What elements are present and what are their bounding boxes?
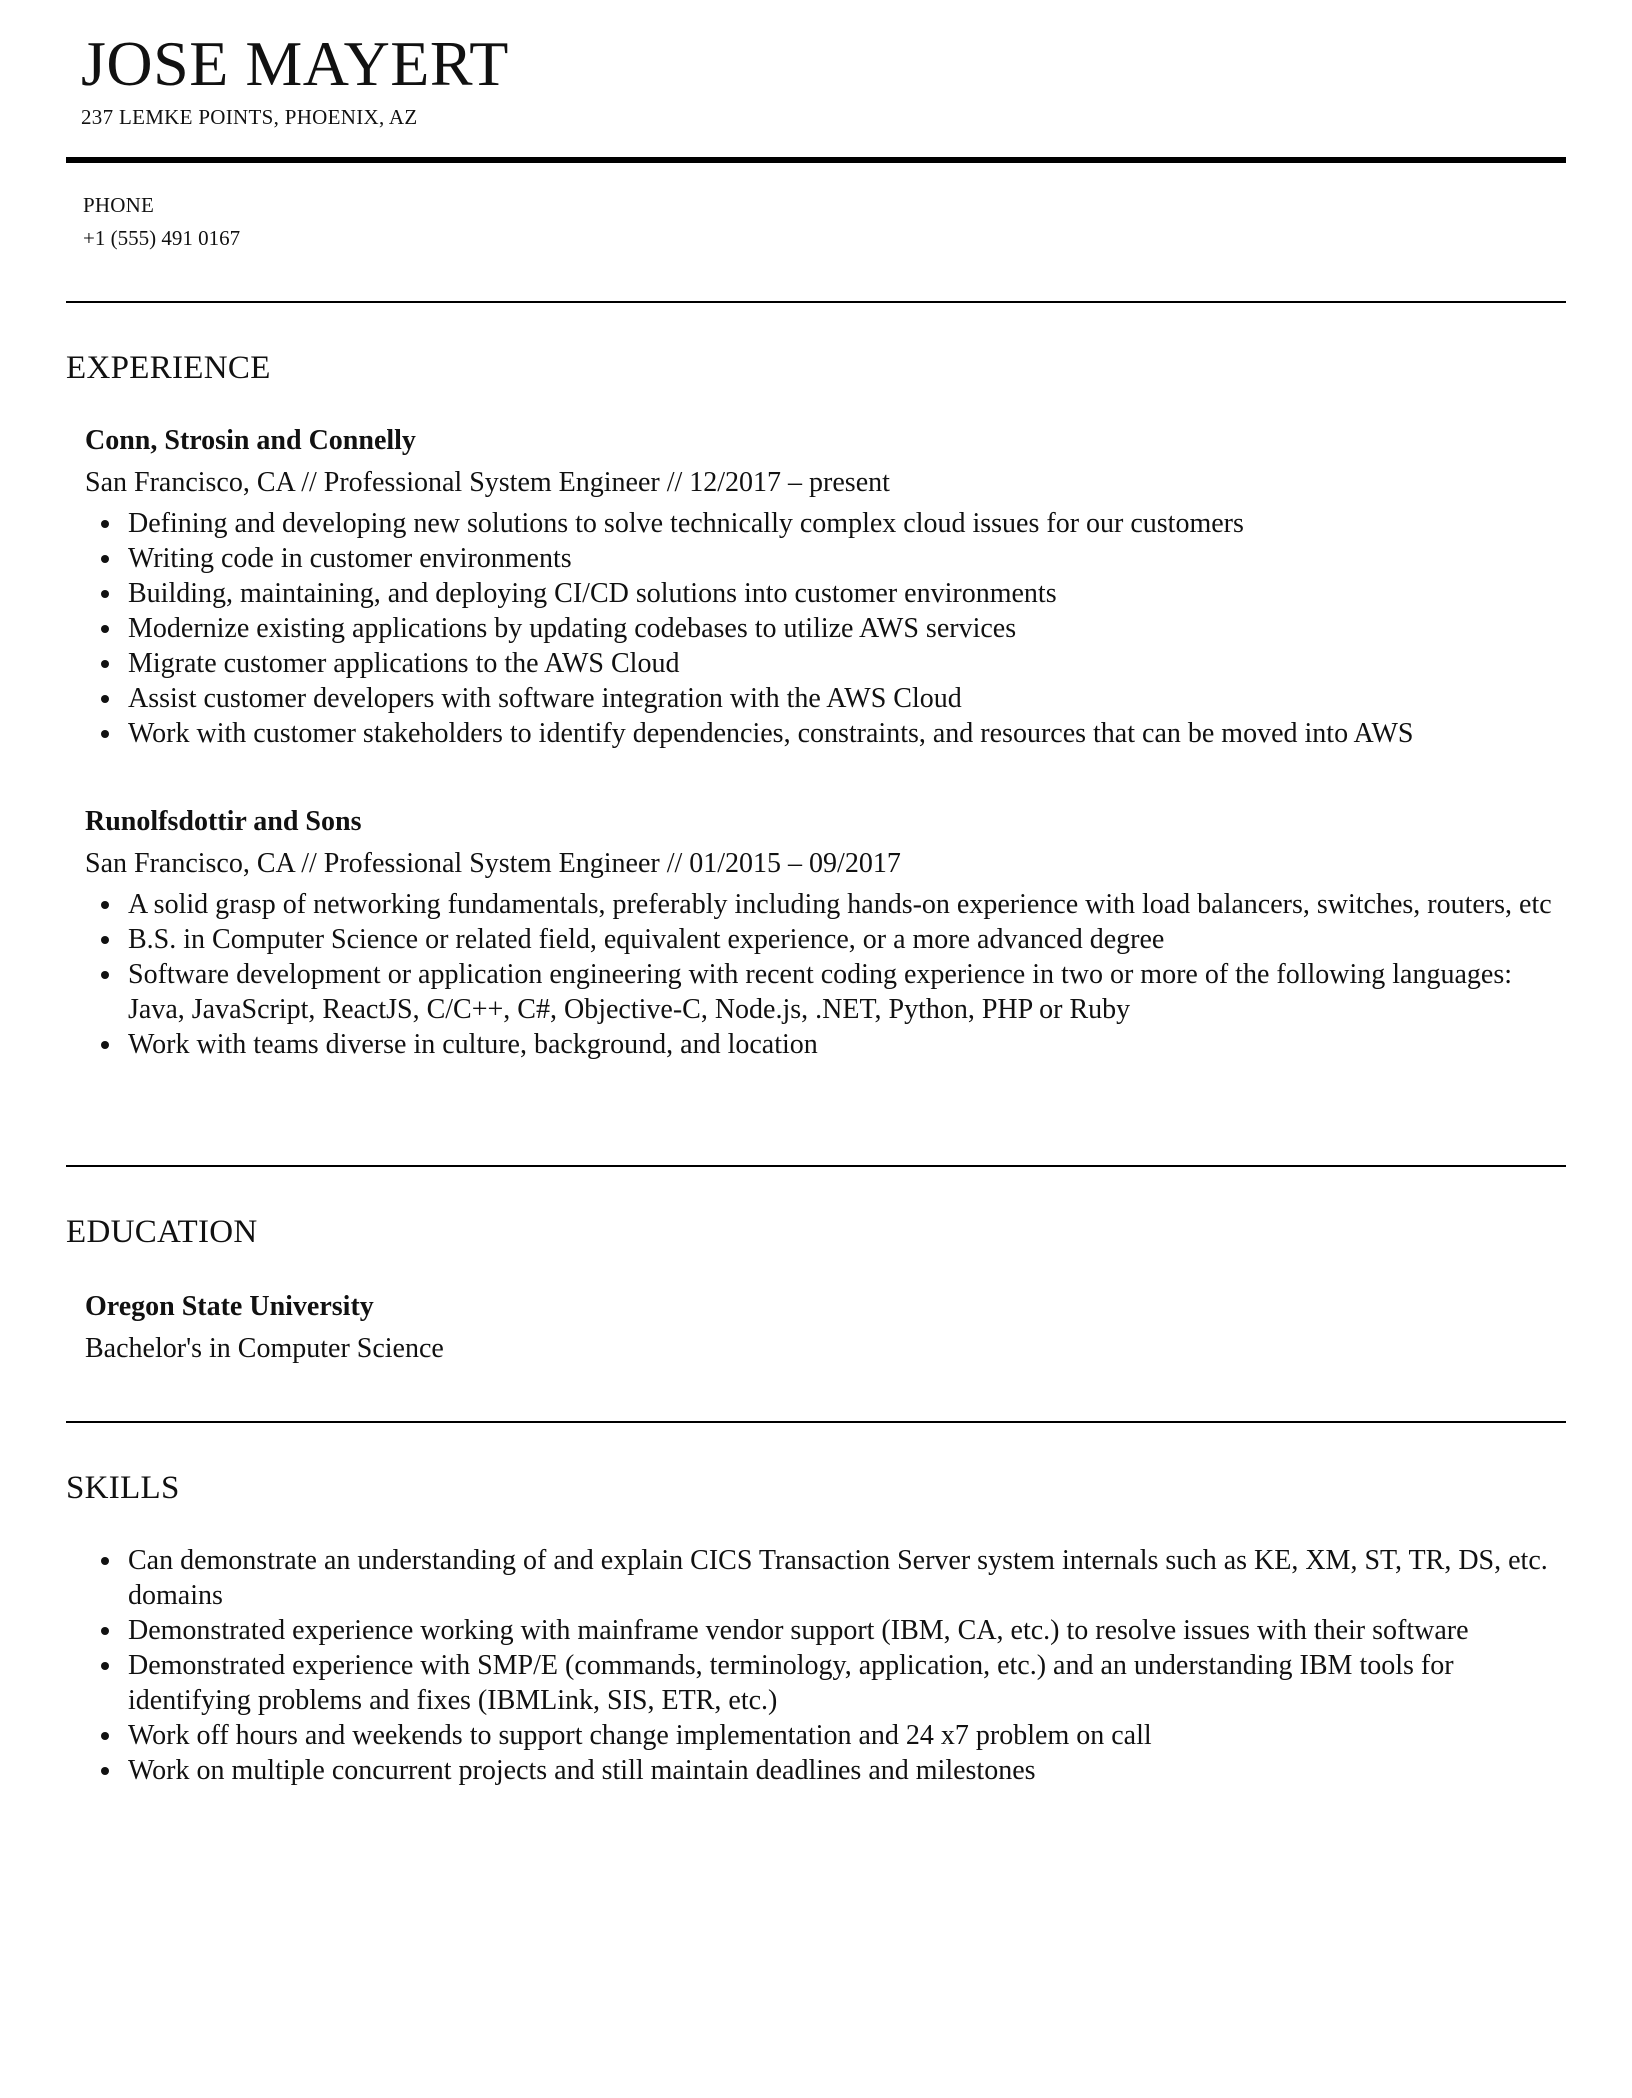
candidate-address: 237 LEMKE POINTS, PHOENIX, AZ	[81, 105, 418, 129]
list-item: Work off hours and weekends to support change implementation and 24 x7 problem on call	[85, 1718, 1565, 1753]
candidate-name: JOSE MAYERT	[81, 28, 509, 99]
list-item: Work on multiple concurrent projects and still maintain deadlines and milestones	[85, 1753, 1565, 1788]
list-item: Assist customer developers with software integration with the AWS Cloud	[85, 681, 1565, 716]
experience-divider	[66, 1165, 1566, 1167]
list-item: Demonstrated experience with SMP/E (commands, terminology, application, etc.) and an understanding IBM tools for identifying problems and fixes (IBMLink, SIS, ETR, etc.)	[85, 1648, 1565, 1718]
skills-heading: SKILLS	[66, 1470, 180, 1506]
job-meta: San Francisco, CA // Professional System Engineer // 12/2017 – present	[85, 467, 890, 498]
degree: Bachelor's in Computer Science	[85, 1333, 444, 1364]
list-item: Defining and developing new solutions to solve technically complex cloud issues for our customers	[85, 506, 1565, 541]
list-item: A solid grasp of networking fundamentals, preferably including hands-on experience with load balancers, switches, routers, etc	[85, 887, 1565, 922]
education-divider	[66, 1421, 1566, 1423]
education-entry	[85, 1286, 1565, 1370]
list-item: Writing code in customer environments	[85, 541, 1565, 576]
list-item: Building, maintaining, and deploying CI/CD solutions into customer environments	[85, 576, 1565, 611]
list-item: Can demonstrate an understanding of and explain CICS Transaction Server system internals such as KE, XM, ST, TR, DS, etc. domains	[85, 1543, 1565, 1613]
job-entry	[85, 420, 1565, 751]
job-company: Conn, Strosin and Connelly	[85, 425, 416, 456]
phone-label: PHONE	[83, 193, 155, 217]
experience-heading: EXPERIENCE	[66, 350, 271, 386]
list-item: B.S. in Computer Science or related field, equivalent experience, or a more advanced degree	[85, 922, 1565, 957]
skills-entry	[85, 1543, 1565, 1788]
job-duties-list	[85, 887, 1565, 1062]
list-item: Work with customer stakeholders to identify dependencies, constraints, and resources that can be moved into AWS	[85, 716, 1565, 751]
phone-number: +1 (555) 491 0167	[83, 226, 241, 250]
list-item: Migrate customer applications to the AWS Cloud	[85, 646, 1565, 681]
list-item: Modernize existing applications by updating codebases to utilize AWS services	[85, 611, 1565, 646]
job-company: Runolfsdottir and Sons	[85, 806, 362, 837]
list-item: Software development or application engineering with recent coding experience in two or more of the following languages: Java, JavaScript, ReactJS, C/C++, C#, Objective-C, Node.js, .NET, Python, PHP or Ruby	[85, 957, 1565, 1027]
school-name: Oregon State University	[85, 1291, 374, 1322]
list-item: Demonstrated experience working with mainframe vendor support (IBM, CA, etc.) to resolve issues with their software	[85, 1613, 1565, 1648]
header-divider	[66, 157, 1566, 163]
contact-divider	[66, 301, 1566, 303]
job-duties-list	[85, 506, 1565, 751]
job-meta: San Francisco, CA // Professional System Engineer // 01/2015 – 09/2017	[85, 848, 901, 879]
list-item: Work with teams diverse in culture, background, and location	[85, 1027, 1565, 1062]
job-entry	[85, 801, 1565, 1062]
skills-list	[85, 1543, 1565, 1788]
education-heading: EDUCATION	[66, 1214, 258, 1250]
